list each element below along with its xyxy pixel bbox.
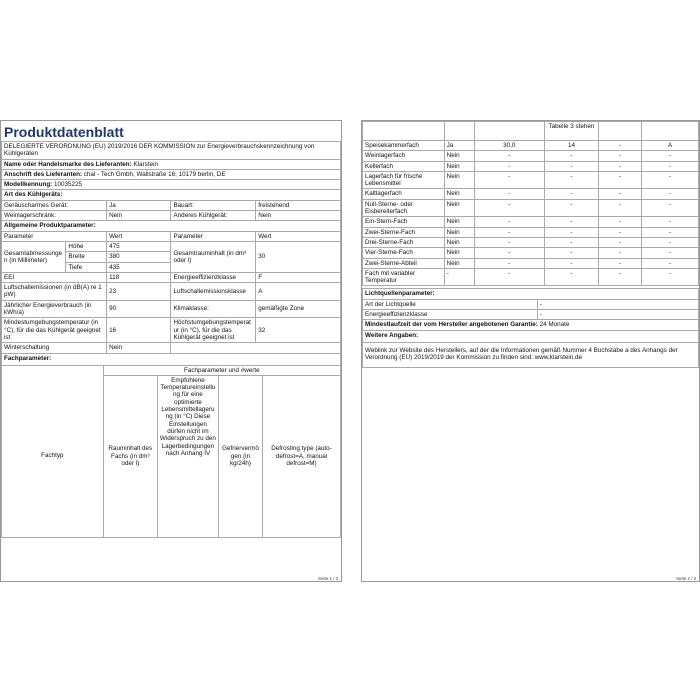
compartment-row <box>363 268 699 286</box>
compartment-freeze: - <box>599 151 642 161</box>
compartment-defrost: - <box>641 151 698 161</box>
compartment-yn: Nein <box>444 248 474 258</box>
compartment-name: Ein-Stern-Fach <box>363 217 445 227</box>
noise-value: 23 <box>107 283 171 301</box>
regulation-row <box>2 142 341 160</box>
compartment-temp: - <box>544 258 598 268</box>
compartment-volume: - <box>474 199 544 217</box>
compartment-temp: - <box>544 189 598 199</box>
compartment-defrost: - <box>641 161 698 171</box>
compartment-table <box>362 121 699 286</box>
compartment-volume: - <box>474 268 544 286</box>
datasheet-table <box>1 141 341 366</box>
address-label: Anschrift des Lieferanten: <box>4 170 83 178</box>
param-header: Parameter <box>2 231 107 241</box>
light-table <box>362 288 699 368</box>
compartment-row <box>363 171 699 189</box>
width-value: 380 <box>107 252 171 262</box>
depth-label: Tiefe <box>66 262 107 272</box>
compartment-defrost: - <box>641 248 698 258</box>
warranty-row <box>363 320 699 330</box>
compartment-freeze: - <box>599 189 642 199</box>
compartment-volume: - <box>474 237 544 247</box>
address-value: chal - Tech Gmbh, Wallstraße 16, 10179 berlin, DE <box>83 170 226 178</box>
compartment-temp: - <box>544 237 598 247</box>
warranty-label: Mindestlaufzeit der vom Hersteller angebotenen Garantie: <box>365 321 538 329</box>
min-temp-label: Mindestumgebungstemperatur (in °C), für die das Kühlgerät geeignet ist <box>2 318 107 343</box>
compartment-name: Weinlagerfach <box>363 151 445 161</box>
light-header: Lichtquellenparameter: <box>363 289 699 299</box>
compartment-defrost: - <box>641 217 698 227</box>
compartment-row <box>363 258 699 268</box>
col-freeze-header: Gefriervermögen (in kg/24h) <box>218 375 262 537</box>
compartment-row <box>363 199 699 217</box>
compartment-defrost: - <box>641 258 698 268</box>
eei-label: EEI <box>2 272 107 282</box>
wine-value: Nein <box>107 211 171 221</box>
compartment-temp: - <box>544 161 598 171</box>
value-header-2: Wert <box>256 231 341 241</box>
noise-class-label: Luftschallemissionsklasse <box>171 283 256 301</box>
max-temp-label: Höchstumgebungstemperatur (in °C), für die das Kühlgerät geeignet ist <box>171 318 256 343</box>
compartment-volume: - <box>474 248 544 258</box>
compartment-temp: - <box>544 227 598 237</box>
other-value: Nein <box>256 211 341 221</box>
design-value: freistehend <box>256 200 341 210</box>
compartment-volume: - <box>474 217 544 227</box>
climate-value: gemäßigte Zone <box>256 300 341 318</box>
compartment-freeze: - <box>599 227 642 237</box>
regulation-text <box>2 142 341 160</box>
compartment-yn: Nein <box>444 258 474 268</box>
width-label: Breite <box>66 252 107 262</box>
energy-label: Jährlicher Energieverbrauch (in kWh/a) <box>2 300 107 318</box>
table-hint: Tabelle 3 stehen <box>544 122 598 141</box>
compartment-yn: Nein <box>444 199 474 217</box>
supplier-label: Name oder Handelsmarke des Lieferanten: <box>4 160 132 168</box>
compartment-name: Fach mit variabler Temperatur <box>363 268 445 286</box>
compartment-volume: - <box>474 189 544 199</box>
compartment-row <box>363 189 699 199</box>
compartment-name: Kellerfach <box>363 161 445 171</box>
compartment-name: Kaltlagerfach <box>363 189 445 199</box>
compartment-volume: - <box>474 227 544 237</box>
compartment-name: Null-Sterne- oder Eisbereiterfach <box>363 199 445 217</box>
fach-corner <box>2 365 104 375</box>
eei-value: 118 <box>107 272 171 282</box>
compartment-defrost: - <box>641 171 698 189</box>
light-class-value: - <box>537 310 698 320</box>
winter-value: Nein <box>107 343 171 353</box>
compartment-defrost: - <box>641 268 698 286</box>
compartment-temp: - <box>544 268 598 286</box>
col-defrost-header: Defrosting type (auto-defrost=A, manual defrost=M) <box>263 375 341 537</box>
page-2-footer: Seite 2 / 2 <box>676 576 697 581</box>
climate-label: Klimaklasse: <box>171 300 256 318</box>
value-header: Wert <box>107 231 171 241</box>
fach-sub-header: Fachparameter und #werte <box>103 365 340 375</box>
model-value: 10035225 <box>54 181 83 189</box>
compartment-freeze: - <box>599 258 642 268</box>
compartment-volume: - <box>474 161 544 171</box>
page-1-footer: Seite 1 / 2 <box>318 576 339 581</box>
volume-label: Gesamtrauminhalt (in dm³ oder l) <box>171 241 256 272</box>
device-type-header: Art des Kühlgeräts: <box>2 190 341 200</box>
compartment-yn: Nein <box>444 237 474 247</box>
low-noise-value: Ja <box>107 200 171 210</box>
compartment-freeze: - <box>599 199 642 217</box>
compartment-temp: 14 <box>544 141 598 151</box>
compartment-defrost: - <box>641 227 698 237</box>
regulation-suffix: zur Energieverbrauchskennzeichnung von Kühlgeräten <box>4 143 315 158</box>
compartment-defrost: A <box>641 141 698 151</box>
compartment-volume: - <box>474 258 544 268</box>
compartment-freeze: - <box>599 171 642 189</box>
model-label: Modellkennung: <box>4 181 53 189</box>
design-label: Bauart: <box>171 200 256 210</box>
compartment-name: Lagerfach für frische Lebensmittel <box>363 171 445 189</box>
general-header: Allgemeine Produktparameter: <box>2 221 341 231</box>
compartment-yn: Nein <box>444 161 474 171</box>
noise-label: Luftschallemissionen (in dB(A) re 1 pW) <box>2 283 107 301</box>
energy-value: 90 <box>107 300 171 318</box>
page-title: Produktdatenblatt <box>4 124 124 140</box>
compartment-defrost: - <box>641 199 698 217</box>
compartment-yn: Nein <box>444 189 474 199</box>
compartment-yn: Nein <box>444 151 474 161</box>
compartment-name: Vier-Sterne-Fach <box>363 248 445 258</box>
compartment-temp: - <box>544 151 598 161</box>
fach-header: Fachparameter: <box>2 353 341 365</box>
compartment-name: Drei-Sterne-Fach <box>363 237 445 247</box>
fachtyp-label: Fachtyp <box>2 375 104 537</box>
compartment-defrost: - <box>641 237 698 247</box>
compartment-defrost: - <box>641 189 698 199</box>
compartment-freeze: - <box>599 161 642 171</box>
supplier-row <box>2 159 341 169</box>
compartment-row <box>363 161 699 171</box>
compartment-volume: - <box>474 151 544 161</box>
supplier-value: Klarstein <box>133 160 158 168</box>
light-class-label: Energieeffizienzklasse <box>363 310 538 320</box>
compartment-freeze: - <box>599 217 642 227</box>
compartment-yn: - <box>444 268 474 286</box>
param-header-2: Parameter <box>171 231 256 241</box>
compartment-temp: - <box>544 199 598 217</box>
col-temp-header: Empfohlene Temperatureinstellung für eine optimierte Lebensmittellagerung (in °C) Diese Einstellungen dürfen nicht im Widerspruch zu den Lagerbedingungen nach Anhang IV <box>157 375 218 537</box>
address-row <box>2 169 341 179</box>
winter-label: Winterschaltung <box>2 343 107 353</box>
compartment-name: Zwei-Sterne-Fach <box>363 227 445 237</box>
winter-empty <box>171 343 341 353</box>
noise-class-value: A <box>256 283 341 301</box>
volume-value: 30 <box>256 241 341 272</box>
compartment-yn: Ja <box>444 141 474 151</box>
eclass-value: F <box>256 272 341 282</box>
height-label: Höhe <box>66 241 107 251</box>
compartment-freeze: - <box>599 237 642 247</box>
compartment-row <box>363 227 699 237</box>
warranty-value: 24 Monate <box>539 321 570 329</box>
compartment-yn: Nein <box>444 171 474 189</box>
compartment-name: Zwei-Sterne-Abteil <box>363 258 445 268</box>
col-volume-header: Rauminhalt des Fachs (in dm³ oder l) <box>103 375 157 537</box>
min-temp-value: 16 <box>107 318 171 343</box>
datasheet-page-2 <box>361 120 700 582</box>
more-text: Weblink zur Website des Herstellers, auf der die Informationen gemäß Nummer 4 Buchstabe a des Anhangs der Verordnung (EU) 2019/2019 der Kommission zu finden sind: www.klarstein.de <box>363 342 699 368</box>
compartment-name: Speisekammerfach <box>363 141 445 151</box>
other-label: Anderes Kühlgerät: <box>171 211 256 221</box>
compartment-freeze: - <box>599 268 642 286</box>
compartment-row <box>363 151 699 161</box>
max-temp-value: 32 <box>256 318 341 343</box>
compartment-temp: - <box>544 217 598 227</box>
fach-table <box>1 365 341 538</box>
compartment-yn: Nein <box>444 227 474 237</box>
compartment-volume: - <box>474 171 544 189</box>
compartment-row <box>363 237 699 247</box>
regulation-prefix: DELEGIERTE VERORDNUNG (EU) 2019/2016 DER KOMMISSION <box>4 143 195 150</box>
compartment-temp: - <box>544 171 598 189</box>
model-row <box>2 180 341 190</box>
eclass-label: Energieeffizienzklasse <box>171 272 256 282</box>
height-value: 475 <box>107 241 171 251</box>
compartment-yn: Nein <box>444 217 474 227</box>
compartment-row <box>363 141 699 151</box>
compartment-freeze: - <box>599 141 642 151</box>
compartment-volume: 30,0 <box>474 141 544 151</box>
datasheet-page-1 <box>0 120 342 582</box>
compartment-freeze: - <box>599 248 642 258</box>
wine-label: Weinlagerschrank: <box>2 211 107 221</box>
light-type-label: Art der Lichtquelle <box>363 299 538 309</box>
more-header: Weitere Angaben: <box>363 330 699 342</box>
low-noise-label: Geräuscharmes Gerät: <box>2 200 107 210</box>
compartment-row <box>363 217 699 227</box>
compartment-row <box>363 248 699 258</box>
light-type-value: - <box>537 299 698 309</box>
compartment-temp: - <box>544 248 598 258</box>
dims-label: Gesamtabmessungen (in Millimeter) <box>2 241 66 272</box>
depth-value: 435 <box>107 262 171 272</box>
